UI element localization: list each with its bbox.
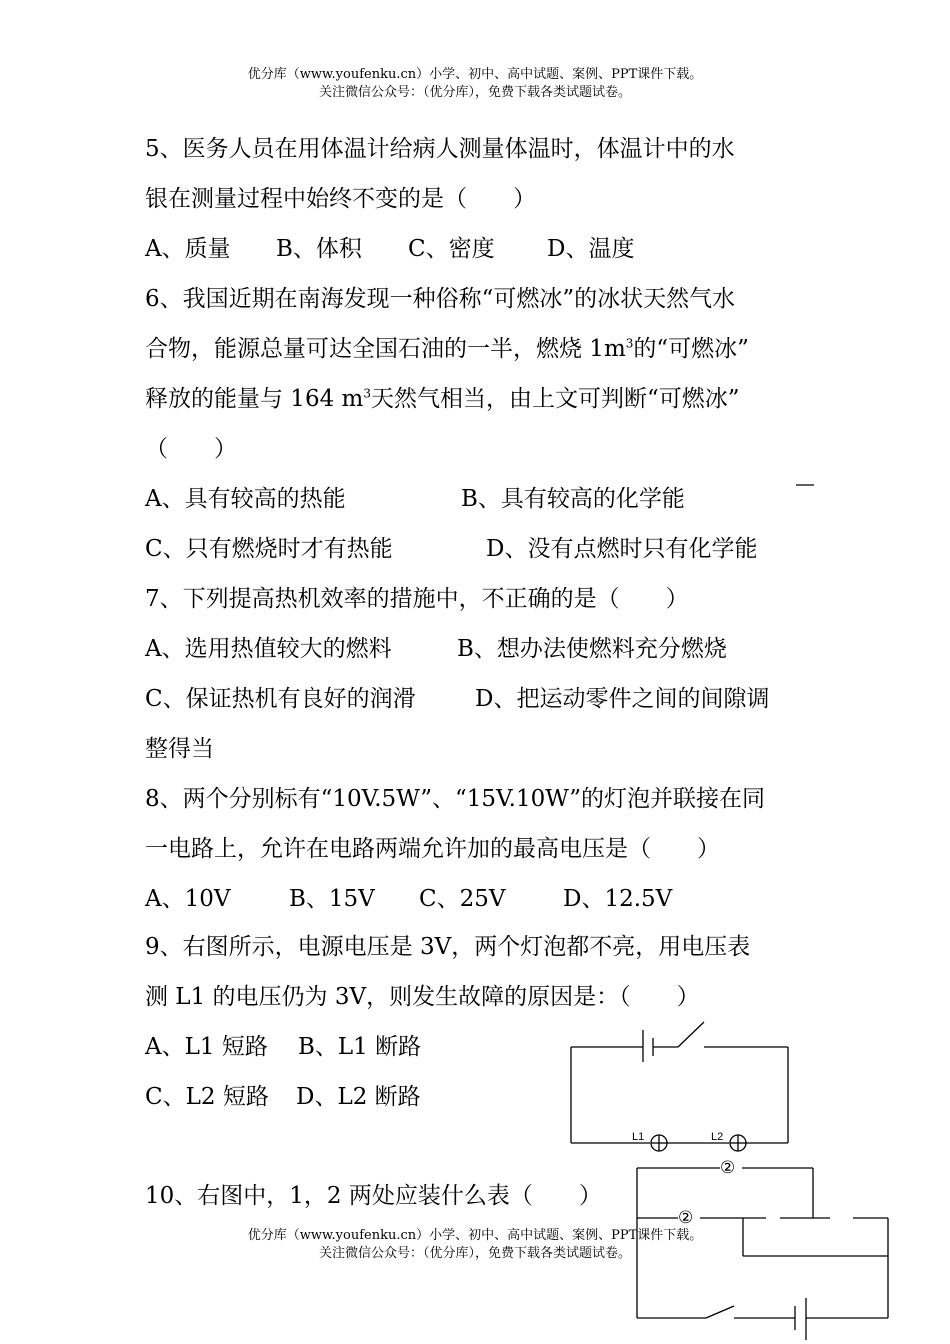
footer-line-2: 关注微信公众号：（优分库），免费下载各类试题试卷。 <box>318 1246 631 1261</box>
q6-stem-line-1: 6、我国近期在南海发现一种俗称“可燃冰”的冰状天然气水 <box>145 286 736 312</box>
q5-option-c: C、密度 <box>408 236 495 262</box>
footer-line-1: 优分库（www.youfenku.cn）小学、初中、高中试题、案例、PPT课件下载。 <box>247 1228 703 1243</box>
q9-option-d: D、L2 断路 <box>296 1084 421 1110</box>
q8-stem-line-2: 一电路上，允许在电路两端允许加的最高电压是（ ） <box>145 836 720 862</box>
q6-line-2-part-a: 合物，能源总量可达全国石油的一半，燃烧 1m <box>145 336 626 362</box>
q9-option-b: B、L1 断路 <box>298 1034 422 1060</box>
q7-option-b: B、想办法使燃料充分燃烧 <box>457 636 727 662</box>
q8-option-d: D、12.5V <box>563 886 673 912</box>
lamp-l1-label: L1 <box>632 1131 645 1143</box>
q5-stem-line-1: 5、医务人员在用体温计给病人测量体温时，体温计中的水 <box>145 136 735 162</box>
q9-stem-line-2: 测 L1 的电压仍为 3V，则发生故障的原因是：（ ） <box>145 984 700 1010</box>
lamp-l2-label: L2 <box>711 1131 724 1143</box>
q8-option-a: A、10V <box>145 886 231 912</box>
q7-option-d-line-1: D、把运动零件之间的间隙调 <box>475 686 770 712</box>
q6-option-c: C、只有燃烧时才有热能 <box>145 536 393 562</box>
q5-option-a: A、质量 <box>145 236 231 262</box>
q6-line-3-part-a: 释放的能量与 164 m <box>145 386 364 412</box>
page-footer <box>0 1227 950 1263</box>
q7-option-c: C、保证热机有良好的润滑 <box>145 686 416 712</box>
q7-option-a: A、选用热值较大的燃料 <box>145 636 392 662</box>
q6-line-2-part-b: 的“可燃冰” <box>633 336 749 362</box>
q6-line-3-part-b: 天然气相当，由上文可判断“可燃冰” <box>370 386 740 412</box>
q6-option-a: A、具有较高的热能 <box>145 486 346 512</box>
q5-stem-line-2: 银在测量过程中始终不变的是（ ） <box>145 186 536 212</box>
q9-stem-line-1: 9、右图所示，电源电压是 3V，两个灯泡都不亮，用电压表 <box>145 934 751 960</box>
q5-option-d: D、温度 <box>547 236 635 262</box>
q9-option-a: A、L1 短路 <box>145 1034 268 1060</box>
q10-stem: 10、右图中，1，2 两处应装什么表（ ） <box>145 1183 602 1209</box>
q6-option-b: B、具有较高的化学能 <box>461 486 685 512</box>
q9-option-c: C、L2 短路 <box>145 1084 269 1110</box>
q8-option-b: B、15V <box>289 886 375 912</box>
q7-stem: 7、下列提高热机效率的措施中，不正确的是（ ） <box>145 586 689 612</box>
meter-2-middle-symbol: ② <box>678 1208 694 1228</box>
header-line-2: 关注微信公众号：（优分库），免费下载各类试题试卷。 <box>318 85 631 100</box>
q8-stem-line-1: 8、两个分别标有“10V.5W”、“15V.10W”的灯泡并联接在同 <box>145 786 766 812</box>
header-line-1: 优分库（www.youfenku.cn）小学、初中、高中试题、案例、PPT课件下载。 <box>247 67 703 82</box>
switch-1-blade <box>678 1022 704 1047</box>
q5-option-b: B、体积 <box>276 236 362 262</box>
circuit-1 <box>571 1022 788 1151</box>
q6-answer-bracket: （ ） <box>145 436 237 462</box>
q6-cubic-superscript-2: 3 <box>363 386 371 401</box>
q8-option-c: C、25V <box>419 886 506 912</box>
switch-2-blade <box>706 1306 734 1318</box>
q7-option-d-line-2: 整得当 <box>145 736 214 762</box>
meter-2-top-symbol: ② <box>720 1158 736 1178</box>
q6-cubic-superscript-1: 3 <box>625 336 634 351</box>
q6-option-d: D、没有点燃时只有化学能 <box>486 536 758 562</box>
